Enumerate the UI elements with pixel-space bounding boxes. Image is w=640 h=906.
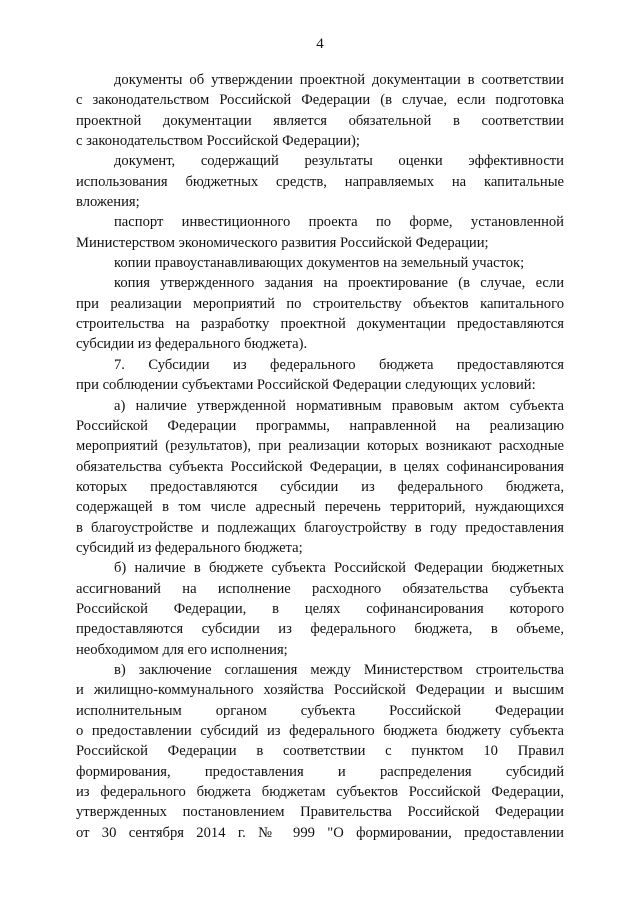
- text-line: о предоставлении субсидий из федерального бюджета бюджету субъекта: [76, 723, 564, 739]
- page-number: 4: [316, 36, 324, 52]
- text-line: содержащей в том числе адресный перечень территорий, нуждающихся: [76, 499, 564, 516]
- text-line: копии правоустанавливающих документов на земельный участок;: [114, 255, 525, 272]
- text-line: с законодательством Российской Федерации (в случае, если подготовка: [76, 92, 564, 109]
- text-line: с законодательством Российской Федерации);: [76, 133, 360, 150]
- text-line: и жилищно-коммунального хозяйства Российской Федерации и высшим: [76, 682, 564, 699]
- text-line: б) наличие в бюджете субъекта Российской Федерации бюджетных: [114, 560, 564, 577]
- text-line: 7. Субсидии из федерального бюджета предоставляются: [114, 356, 564, 373]
- text-line: при реализации мероприятий по строительству объектов капитального: [76, 295, 564, 312]
- text-line: ассигнований на исполнение расходного обязательства субъекта: [76, 580, 564, 597]
- text-line: в) заключение соглашения между Министерством строительства: [114, 661, 564, 678]
- text-line: Российской Федерации, в целях софинансирования которого: [76, 600, 564, 617]
- text-line: копия утвержденного задания на проектирование (в случае, если: [114, 275, 564, 292]
- text-line: предоставляются субсидии из федерального бюджета, в объеме,: [76, 621, 564, 638]
- text-line: Российской Федерации в соответствии с пунктом 10 Правил: [76, 743, 564, 760]
- text-line: исполнительным органом субъекта Российской Федерации: [76, 702, 564, 719]
- text-line: из федерального бюджета бюджетам субъектов Российской Федерации,: [76, 784, 564, 801]
- text-line: документ, содержащий результаты оценки эффективности: [114, 153, 564, 170]
- text-line: паспорт инвестиционного проекта по форме, установленной: [114, 214, 564, 231]
- text-line: Российской Федерации программы, направленной на реализацию: [76, 417, 564, 434]
- text-line: при соблюдении субъектами Российской Федерации следующих условий:: [76, 377, 536, 394]
- text-line: а) наличие утвержденной нормативным правовым актом субъекта: [114, 397, 564, 414]
- text-line: документы об утверждении проектной документации в соответствии: [114, 72, 564, 88]
- text-line: субсидии из федерального бюджета).: [76, 336, 308, 353]
- text-line: вложения;: [76, 194, 140, 211]
- text-line: формирования, предоставления и распределения субсидий: [76, 763, 564, 780]
- text-line: использования бюджетных средств, направляемых на капитальные: [76, 173, 564, 190]
- text-line: проектной документации является обязательной в соответствии: [76, 112, 564, 129]
- text-line: мероприятий (результатов), при реализации которых возникают расходные: [76, 438, 564, 455]
- text-line: субсидий из федерального бюджета;: [76, 539, 303, 556]
- text-line: утвержденных постановлением Правительства Российской Федерации: [76, 804, 564, 821]
- text-line: от 30 сентября 2014 г. № 999 "О формировании, предоставлении: [76, 824, 564, 841]
- text-line: Министерством экономического развития Российской Федерации;: [76, 234, 489, 251]
- text-line: в благоустройстве и подлежащих благоустройству в году предоставления: [76, 519, 564, 536]
- text-line: обязательства субъекта Российской Федерации, в целях софинансирования: [76, 458, 564, 475]
- text-line: строительства на разработку проектной документации предоставляются: [76, 316, 564, 333]
- text-line: необходимом для его исполнения;: [76, 641, 288, 658]
- document-body: [76, 70, 564, 843]
- text-line: которых предоставляются субсидии из федерального бюджета,: [76, 478, 564, 495]
